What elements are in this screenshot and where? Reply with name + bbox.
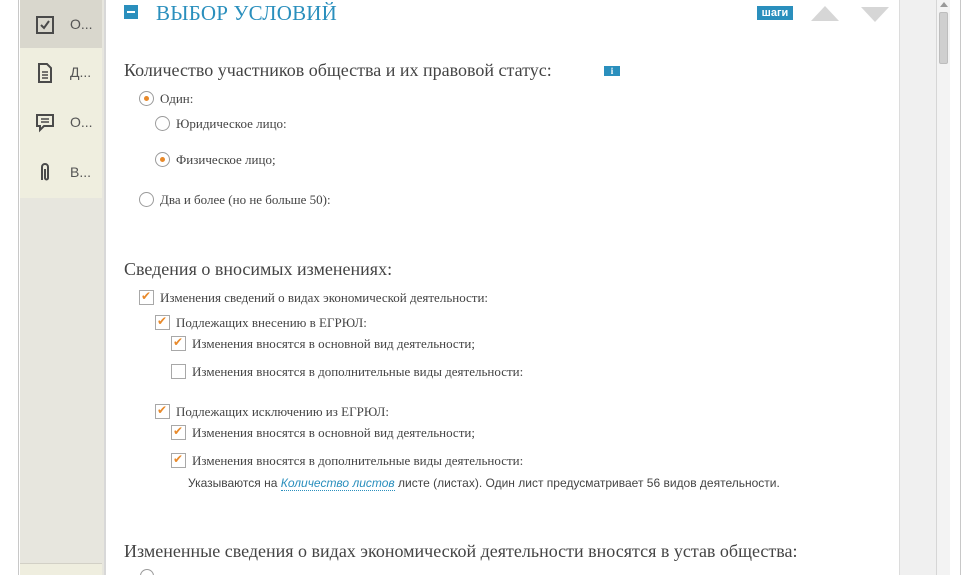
sidebar-item-document[interactable] bbox=[20, 48, 102, 98]
changes-heading: Сведения о вносимых изменениях: bbox=[124, 259, 393, 279]
radio-two-or-more[interactable] bbox=[139, 192, 154, 207]
radio-one-label: Один: bbox=[160, 91, 194, 106]
radio-one[interactable] bbox=[139, 91, 154, 106]
sidebar-footer bbox=[20, 563, 102, 575]
info-icon[interactable]: i bbox=[604, 66, 620, 76]
sidebar-item-label: Д... bbox=[70, 64, 92, 80]
sidebar-item-conditions[interactable] bbox=[20, 0, 102, 50]
sidebar-item-attachments[interactable] bbox=[20, 148, 102, 198]
checkbox-remove-egrul-label: Подлежащих исключению из ЕГРЮЛ: bbox=[176, 404, 389, 419]
note-text-after: листе (листах). Один лист предусматривает 56 видов деятельности. bbox=[398, 476, 780, 490]
radio-two-or-more-label: Два и более (но не больше 50): bbox=[160, 192, 331, 207]
scrollbar[interactable] bbox=[936, 0, 950, 575]
sidebar-item-label: О... bbox=[70, 114, 93, 130]
left-border bbox=[0, 0, 20, 575]
checkbox-add-egrul[interactable] bbox=[155, 315, 170, 330]
sidebar-item-comments[interactable] bbox=[20, 98, 102, 148]
radio-natural-person-label: Физическое лицо; bbox=[176, 152, 276, 167]
radio-legal-entity-label: Юридическое лицо: bbox=[176, 116, 287, 131]
checkbox-remove-extra-label: Изменения вносятся в дополнительные виды деятельности: bbox=[192, 453, 524, 468]
radio-natural-person[interactable] bbox=[155, 152, 170, 167]
checkbox-icon bbox=[34, 14, 56, 36]
comment-icon bbox=[34, 112, 56, 134]
checkbox-remove-egrul[interactable] bbox=[155, 404, 170, 419]
sidebar-item-label: В... bbox=[70, 164, 92, 180]
participants-heading: Количество участников общества и их правовой статус: bbox=[124, 60, 552, 80]
right-border bbox=[950, 0, 966, 575]
sheet-count-link[interactable]: Количество листов bbox=[280, 476, 395, 490]
page-title: ВЫБОР УСЛОВИЙ bbox=[156, 1, 338, 25]
checkbox-add-extra-label: Изменения вносятся в дополнительные виды деятельности: bbox=[192, 364, 524, 379]
arrow-down-icon[interactable] bbox=[861, 7, 889, 22]
checkbox-remove-main[interactable] bbox=[171, 425, 186, 440]
scrollbar-thumb[interactable] bbox=[939, 12, 948, 64]
radio-legal-entity[interactable] bbox=[155, 116, 170, 131]
checkbox-add-egrul-label: Подлежащих внесению в ЕГРЮЛ: bbox=[176, 315, 367, 330]
document-icon bbox=[34, 62, 56, 84]
paperclip-icon bbox=[34, 162, 56, 184]
arrow-up-icon[interactable] bbox=[811, 6, 839, 21]
checkbox-add-main-label: Изменения вносятся в основной вид деятельности; bbox=[192, 336, 475, 351]
checkbox-add-extra[interactable] bbox=[171, 364, 186, 379]
steps-button[interactable]: шаги bbox=[757, 6, 793, 20]
sidebar-item-label: О... bbox=[70, 16, 93, 32]
note-text-before: Указываются на bbox=[188, 476, 278, 490]
sheets-note bbox=[188, 476, 780, 490]
right-margin bbox=[899, 0, 936, 575]
checkbox-okved-changes[interactable] bbox=[139, 290, 154, 305]
charter-heading: Измененные сведения о видах экономической деятельности вносятся в устав общества: bbox=[124, 541, 798, 561]
collapse-section-button[interactable] bbox=[124, 5, 138, 19]
checkbox-remove-main-label: Изменения вносятся в основной вид деятельности; bbox=[192, 425, 475, 440]
checkbox-okved-changes-label: Изменения сведений о видах экономической деятельности: bbox=[160, 290, 489, 305]
scroll-up-icon[interactable] bbox=[940, 2, 948, 7]
sidebar bbox=[20, 0, 104, 575]
checkbox-add-main[interactable] bbox=[171, 336, 186, 351]
checkbox-remove-extra[interactable] bbox=[171, 453, 186, 468]
